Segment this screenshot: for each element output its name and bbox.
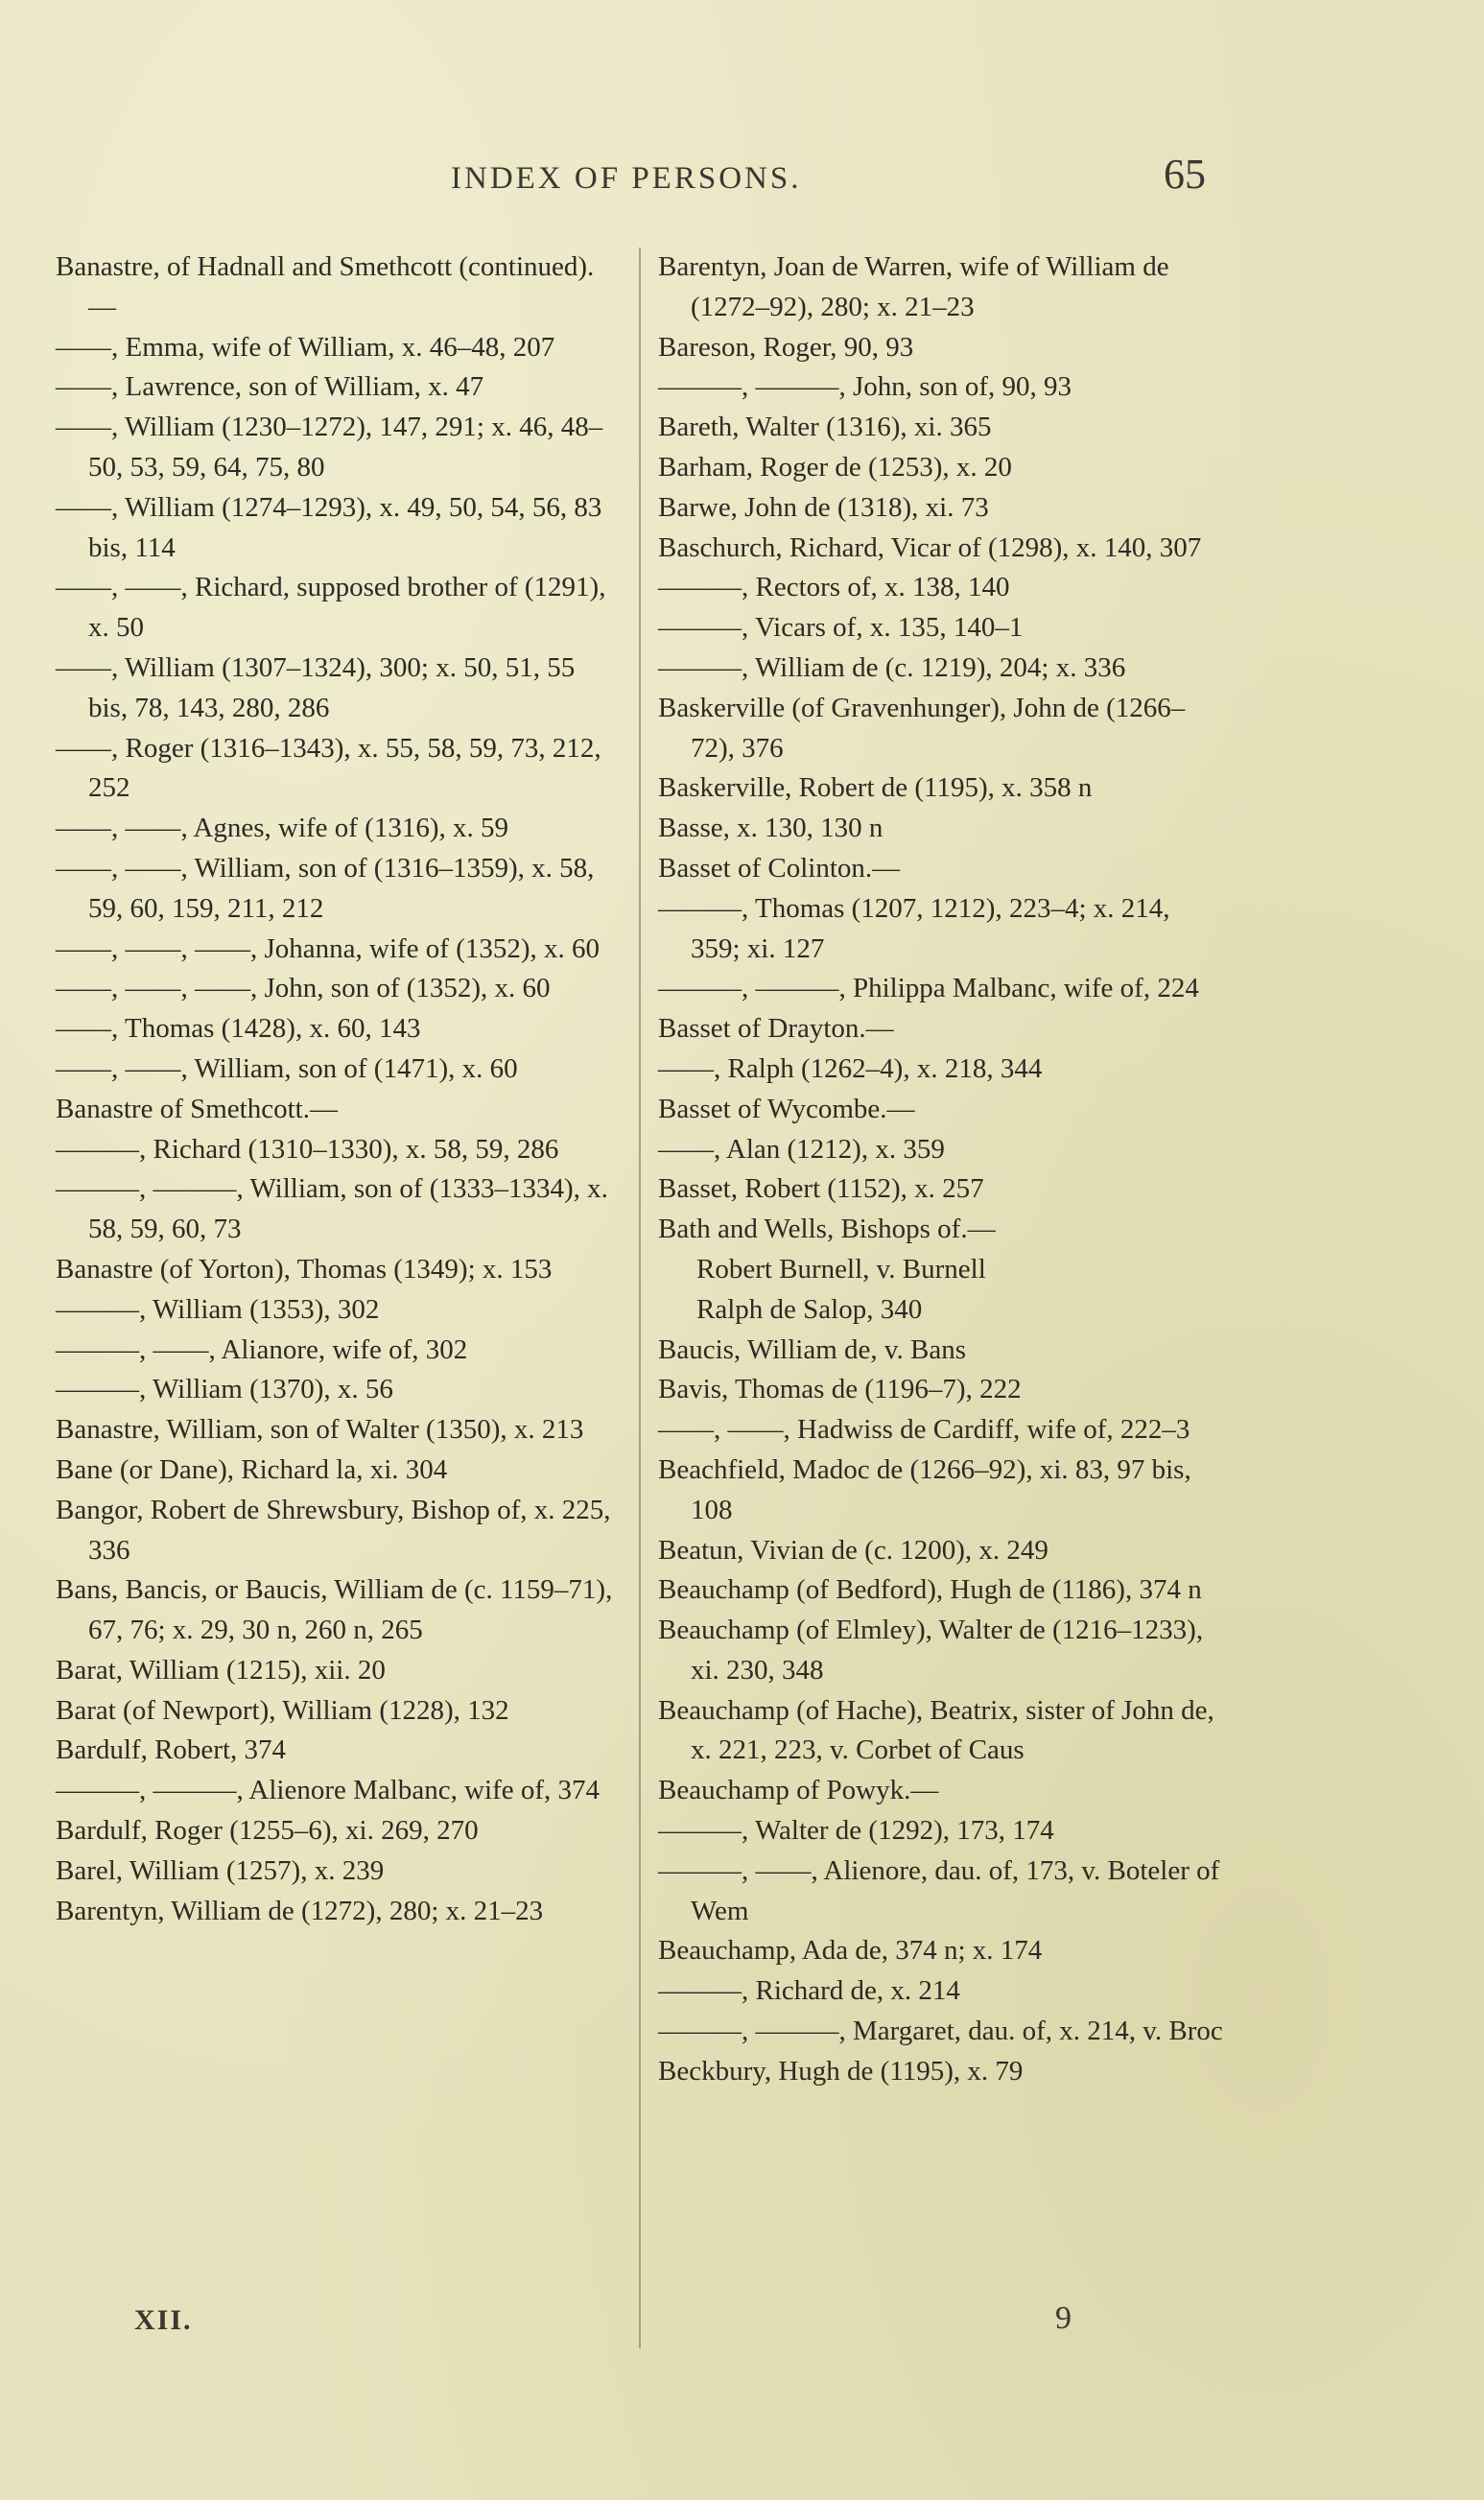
index-entry: ——, William (1274–1293), x. 49, 50, 54, 56, 83 bis, 114 — [56, 491, 602, 563]
index-entry: Basse, x. 130, 130 n — [658, 813, 883, 844]
index-entry: ———, ———, William, son of (1333–1334), x. 58, 59, 60, 73 — [56, 1173, 608, 1245]
index-entry: Banastre of Smethcott.— — [56, 1093, 338, 1124]
index-entry: Bath and Wells, Bishops of.— — [658, 1214, 996, 1245]
index-entry: Barham, Roger de (1253), x. 20 — [658, 451, 1012, 483]
index-entry: ———, ——, Alienore, dau. of, 173, v. Boteler of Wem — [658, 1854, 1220, 1926]
index-entry: Bareth, Walter (1316), xi. 365 — [658, 412, 992, 443]
index-entry: Baschurch, Richard, Vicar of (1298), x. 140, 307 — [658, 531, 1202, 563]
index-entry: ———, Rectors of, x. 138, 140 — [658, 572, 1010, 603]
left-column — [56, 248, 617, 1931]
index-entry: Bardulf, Robert, 374 — [56, 1734, 287, 1766]
index-entry: Basset of Colinton.— — [658, 852, 901, 884]
index-entry: ———, William (1353), 302 — [56, 1293, 380, 1325]
index-entry: ———, Richard (1310–1330), x. 58, 59, 286 — [56, 1133, 559, 1165]
index-entry: ——, ——, Hadwiss de Cardiff, wife of, 222–3 — [658, 1414, 1190, 1446]
index-entry: Bane (or Dane), Richard la, xi. 304 — [56, 1453, 448, 1485]
index-entry: ——, Alan (1212), x. 359 — [658, 1133, 945, 1165]
index-entry: Baskerville (of Gravenhunger), John de (1266–72), 376 — [658, 692, 1186, 764]
index-entry: ——, Thomas (1428), x. 60, 143 — [56, 1013, 421, 1045]
index-entry: Bareson, Roger, 90, 93 — [658, 331, 914, 363]
index-entry: Barat (of Newport), William (1228), 132 — [56, 1694, 509, 1726]
index-entry: ———, ———, John, son of, 90, 93 — [658, 371, 1072, 403]
index-entry: Beauchamp (of Bedford), Hugh de (1186), 374 n — [658, 1574, 1202, 1606]
index-entry: Bans, Bancis, or Baucis, William de (c. 1159–71), 67, 76; x. 29, 30 n, 260 n, 265 — [56, 1574, 613, 1646]
index-entry: ———, ———, Philippa Malbanc, wife of, 224 — [658, 973, 1199, 1004]
index-entry: ———, Richard de, x. 214 — [658, 1975, 960, 2007]
index-entry: ———, Walter de (1292), 173, 174 — [658, 1815, 1054, 1847]
index-entry: Barentyn, William de (1272), 280; x. 21–23 — [56, 1895, 544, 1926]
index-entry: Banastre, of Hadnall and Smethcott (continued).— — [56, 251, 595, 322]
signature-mark: XII. — [134, 2304, 193, 2336]
index-entry: Basset of Wycombe.— — [658, 1093, 915, 1124]
index-entry: Beatun, Vivian de (c. 1200), x. 249 — [658, 1534, 1048, 1566]
index-entry: ——, ——, ——, John, son of (1352), x. 60 — [56, 973, 551, 1004]
index-entry: Beauchamp (of Elmley), Walter de (1216–1233), xi. 230, 348 — [658, 1615, 1204, 1686]
index-entry: ——, Lawrence, son of William, x. 47 — [56, 371, 484, 403]
index-entry: Banastre (of Yorton), Thomas (1349); x. 153 — [56, 1253, 553, 1285]
index-entry: ———, Vicars of, x. 135, 140–1 — [658, 612, 1024, 644]
index-entry: ——, Ralph (1262–4), x. 218, 344 — [658, 1052, 1043, 1084]
index-entry: Barwe, John de (1318), xi. 73 — [658, 491, 989, 523]
index-entry: Basset, Robert (1152), x. 257 — [658, 1173, 984, 1205]
index-entry: ———, Thomas (1207, 1212), 223–4; x. 214, 359; xi. 127 — [658, 892, 1170, 964]
index-entry: Baskerville, Robert de (1195), x. 358 n — [658, 772, 1093, 804]
index-entry: Barel, William (1257), x. 239 — [56, 1854, 385, 1886]
index-entry: Beckbury, Hugh de (1195), x. 79 — [658, 2055, 1024, 2087]
index-entry: Bardulf, Roger (1255–6), xi. 269, 270 — [56, 1815, 479, 1847]
page-number: 65 — [1164, 151, 1206, 198]
index-entry: ——, Roger (1316–1343), x. 55, 58, 59, 73, 212, 252 — [56, 732, 601, 804]
index-entry: Beauchamp, Ada de, 374 n; x. 174 — [658, 1935, 1043, 1967]
index-entry: Barentyn, Joan de Warren, wife of William de (1272–92), 280; x. 21–23 — [658, 251, 1169, 322]
index-entry: Beauchamp of Powyk.— — [658, 1775, 939, 1806]
index-entry: ———, ———, Alienore Malbanc, wife of, 374 — [56, 1775, 601, 1806]
index-entry: ——, William (1307–1324), 300; x. 50, 51, 55 bis, 78, 143, 280, 286 — [56, 651, 576, 723]
right-column — [658, 248, 1224, 2092]
index-entry: ——, William (1230–1272), 147, 291; x. 46, 48–50, 53, 59, 64, 75, 80 — [56, 412, 603, 483]
index-entry: Banastre, William, son of Walter (1350), x. 213 — [56, 1414, 584, 1446]
index-entry: ———, ——, Alianore, wife of, 302 — [56, 1333, 468, 1365]
index-entry: Bangor, Robert de Shrewsbury, Bishop of, x. 225, 336 — [56, 1494, 611, 1566]
index-entry: ——, ——, Richard, supposed brother of (1291), x. 50 — [56, 572, 606, 644]
index-entry: ———, William (1370), x. 56 — [56, 1374, 393, 1405]
index-entry: ———, William de (c. 1219), 204; x. 336 — [658, 651, 1126, 683]
sheet-number: 9 — [1055, 2300, 1072, 2336]
index-subentry: Robert Burnell, v. Burnell — [696, 1253, 986, 1285]
index-entry: Barat, William (1215), xii. 20 — [56, 1654, 386, 1686]
running-head: INDEX OF PERSONS. — [451, 161, 802, 196]
index-entry: Baucis, William de, v. Bans — [658, 1333, 967, 1365]
index-subentry: Ralph de Salop, 340 — [696, 1293, 923, 1325]
index-entry: Bavis, Thomas de (1196–7), 222 — [658, 1374, 1022, 1405]
index-entry: Beachfield, Madoc de (1266–92), xi. 83, 97 bis, 108 — [658, 1453, 1191, 1525]
index-entry: ———, ———, Margaret, dau. of, x. 214, v. Broc — [658, 2016, 1223, 2047]
index-entry: ——, ——, ——, Johanna, wife of (1352), x. 60 — [56, 932, 601, 964]
column-divider — [639, 248, 641, 2348]
index-entry: ——, ——, Agnes, wife of (1316), x. 59 — [56, 813, 509, 844]
index-entry: ——, ——, William, son of (1316–1359), x. 58, 59, 60, 159, 211, 212 — [56, 852, 595, 924]
index-entry: ——, ——, William, son of (1471), x. 60 — [56, 1052, 518, 1084]
index-entry: Beauchamp (of Hache), Beatrix, sister of John de, x. 221, 223, v. Corbet of Caus — [658, 1694, 1214, 1766]
index-entry: ——, Emma, wife of William, x. 46–48, 207 — [56, 331, 555, 363]
index-entry: Basset of Drayton.— — [658, 1013, 894, 1045]
